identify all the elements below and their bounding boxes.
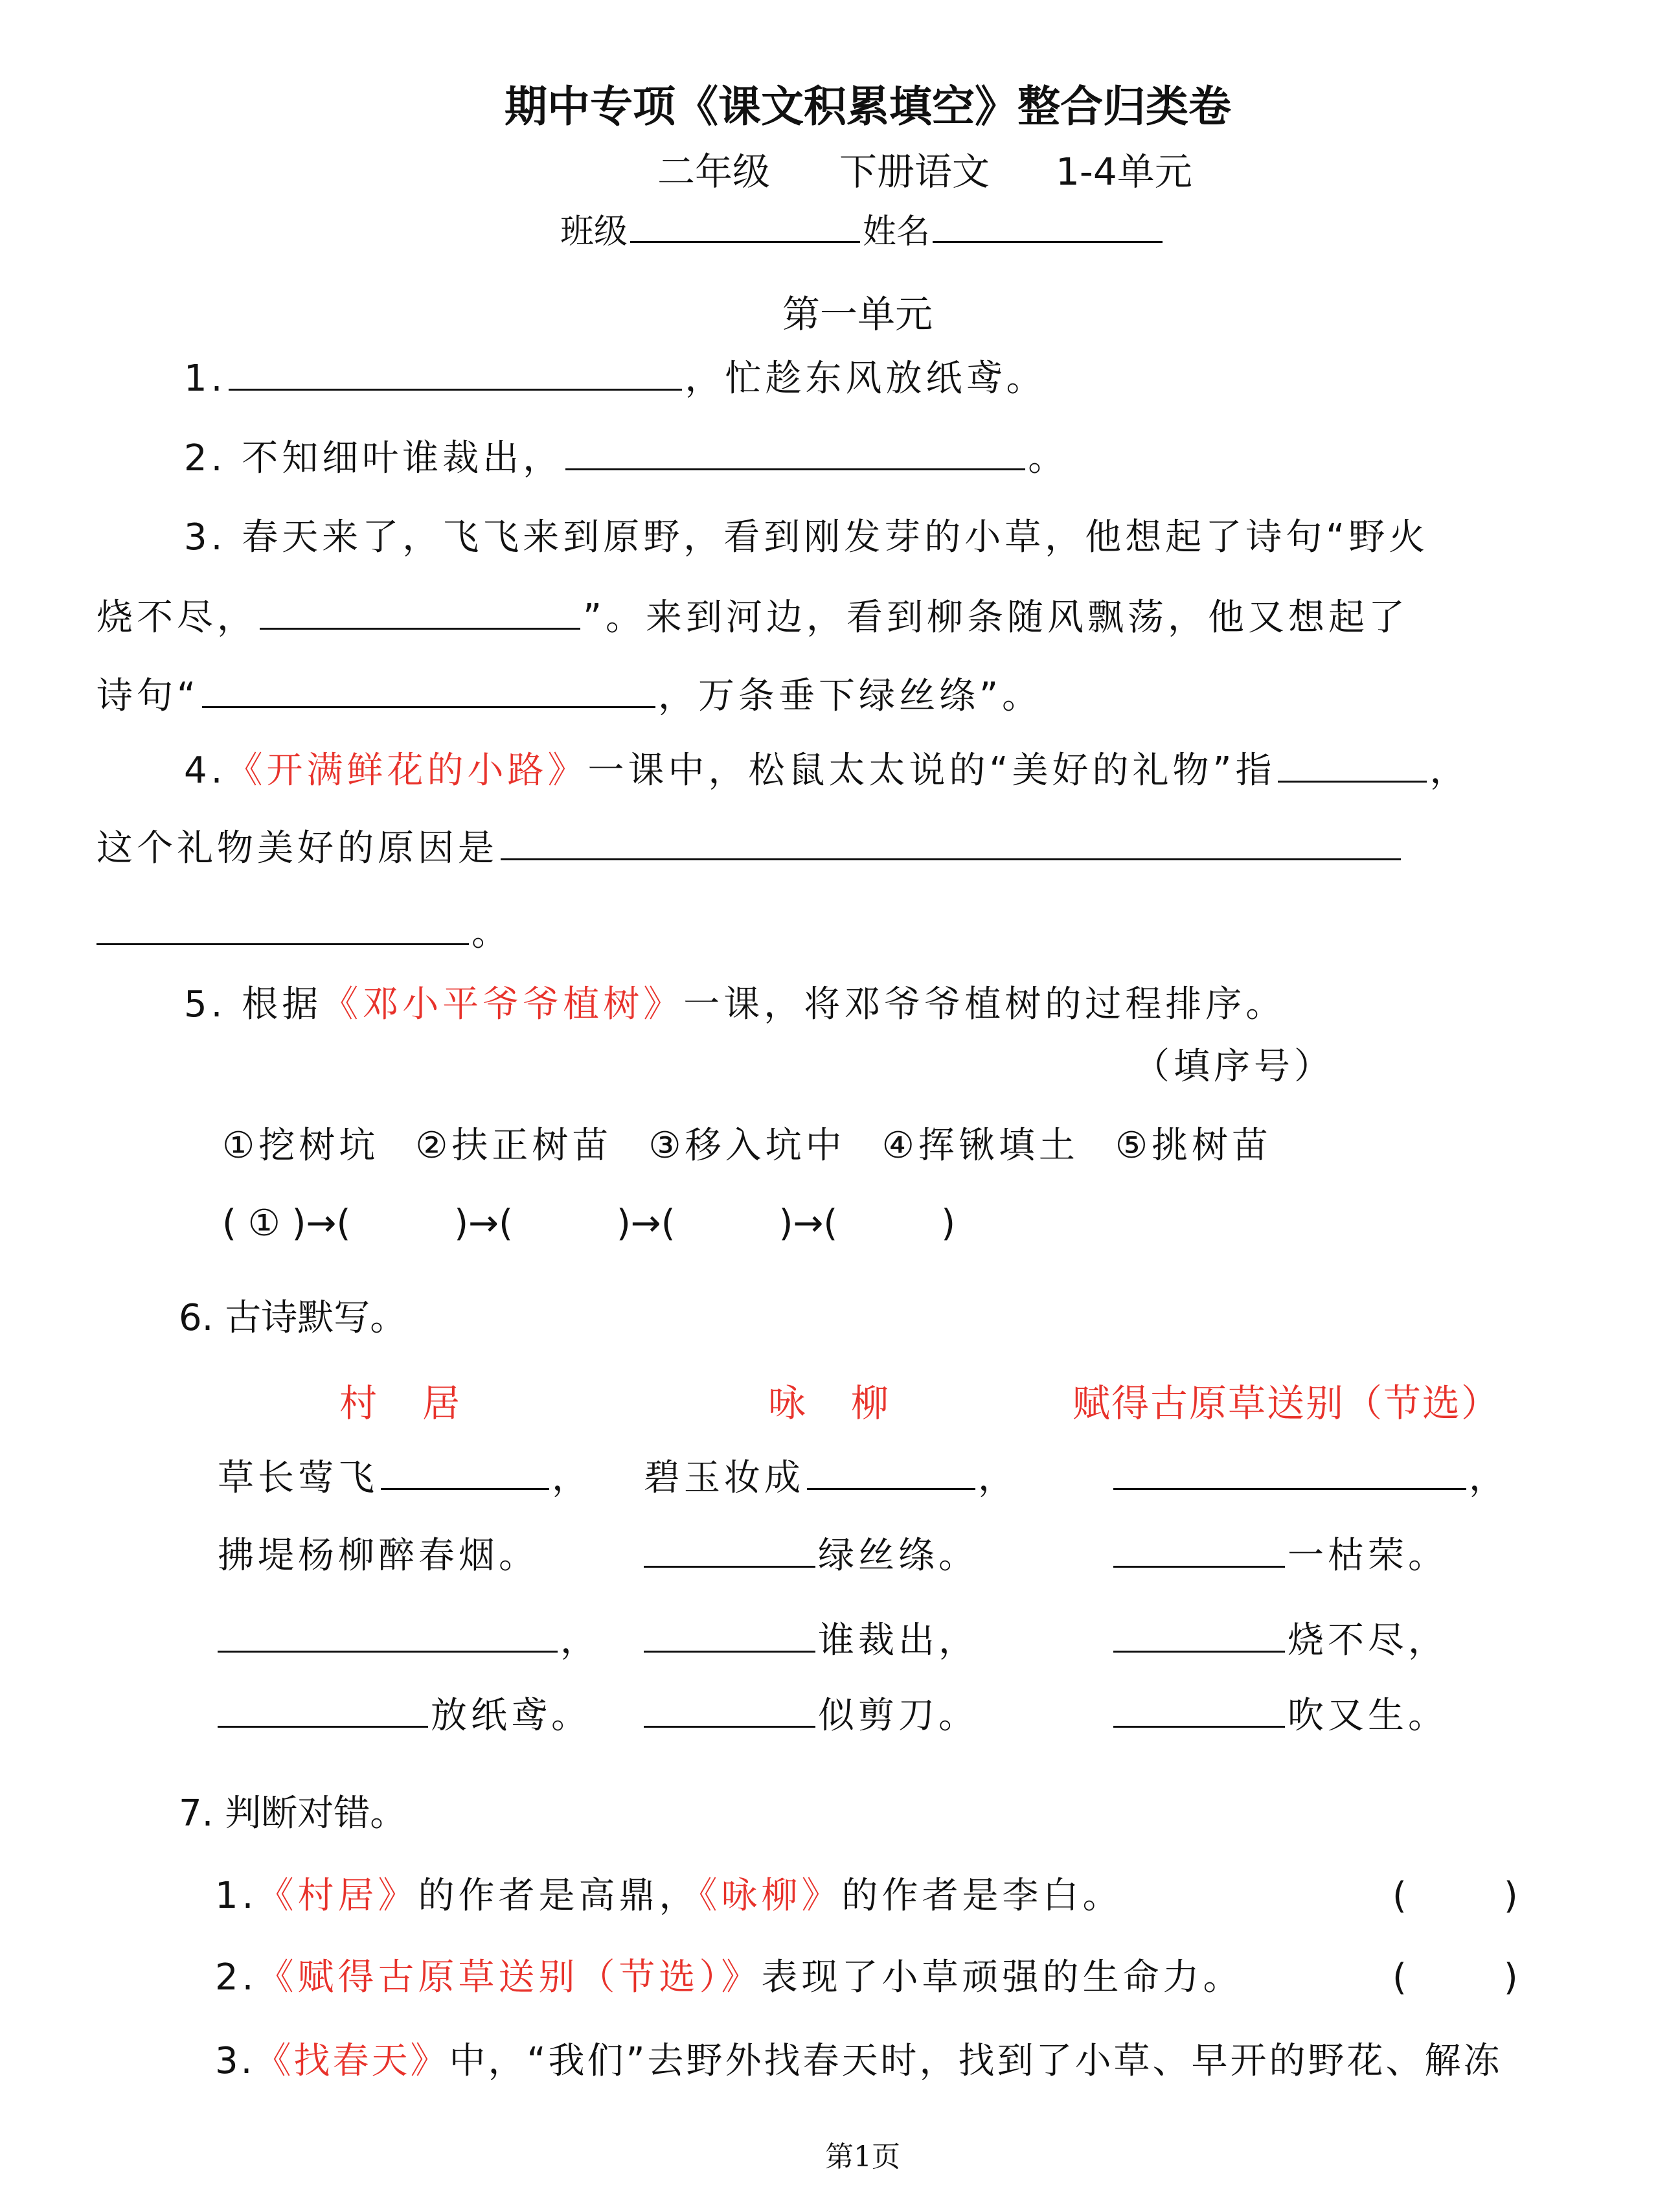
poem-blank[interactable] bbox=[1113, 1533, 1285, 1568]
q3-text-a: 烧不尽， bbox=[96, 597, 257, 639]
poem-row-3-col-1 bbox=[215, 1615, 600, 1667]
text-segment: 放纸鸢。 bbox=[431, 1695, 591, 1737]
question-4-line1 bbox=[184, 745, 1470, 797]
q5-text: 一课，将邓爷爷植树的过程排序。 bbox=[683, 983, 1286, 1025]
poem-row-2-col-3 bbox=[1111, 1530, 1448, 1582]
grade: 二年级 bbox=[657, 150, 771, 194]
poem-row-1-col-3 bbox=[1111, 1452, 1509, 1504]
judge-item-1 bbox=[215, 1870, 1122, 1922]
q4-blank-3[interactable] bbox=[96, 911, 469, 945]
q4-end: 。 bbox=[471, 912, 512, 954]
text-segment: ， bbox=[552, 1457, 592, 1499]
arrow: → bbox=[306, 1202, 337, 1244]
judge-answer-2[interactable]: ( ) bbox=[1392, 1956, 1518, 1999]
text-segment: 烧不尽， bbox=[1288, 1620, 1448, 1662]
class-name-row bbox=[560, 206, 1165, 258]
option-4: ④挥锹填土 bbox=[881, 1125, 1079, 1167]
text-segment: ， bbox=[978, 1457, 1018, 1499]
text-segment: 1. bbox=[215, 1875, 258, 1917]
q3-text-b: ”。来到河边，看到柳条随风飘荡，他又想起了 bbox=[583, 597, 1409, 639]
option-2: ②扶正树苗 bbox=[415, 1125, 613, 1167]
q1-number: 1. bbox=[184, 358, 227, 400]
text-segment: 草长莺飞 bbox=[218, 1457, 378, 1499]
page-title: 期中专项《课文积累填空》整合归类卷 bbox=[505, 82, 1231, 132]
text-segment: 的作者是高鼎， bbox=[418, 1875, 699, 1917]
q3-text-d: ，万条垂下绿丝绦”。 bbox=[658, 675, 1043, 717]
judge-item-3 bbox=[215, 2035, 1502, 2087]
text-segment: 《赋得古原草送别（节选）》 bbox=[257, 1956, 762, 1999]
poem-row-3-col-2 bbox=[641, 1615, 979, 1667]
poem-blank[interactable] bbox=[381, 1456, 549, 1490]
text-segment: 《找春天》 bbox=[255, 2040, 449, 2082]
q5-options bbox=[222, 1120, 1272, 1172]
poem-blank[interactable] bbox=[218, 1618, 558, 1653]
question-7-title: 7. 判断对错。 bbox=[179, 1793, 407, 1835]
text-segment: 似剪刀。 bbox=[818, 1695, 979, 1737]
option-3: ③移入坑中 bbox=[648, 1125, 846, 1167]
poem-title-cunju: 村 居 bbox=[339, 1381, 464, 1425]
poem-row-2-col-2 bbox=[641, 1530, 979, 1582]
unit-heading: 第一单元 bbox=[782, 292, 933, 336]
q3-text-c: 诗句“ bbox=[96, 675, 200, 717]
poem-blank[interactable] bbox=[1113, 1456, 1466, 1490]
q2-text: 2. 不知细叶谁裁出， bbox=[184, 437, 563, 479]
poem-row-4-col-1 bbox=[215, 1690, 591, 1742]
option-5: ⑤挑树苗 bbox=[1115, 1125, 1273, 1167]
q1-text: ，忙趁东风放纸鸢。 bbox=[685, 358, 1047, 400]
name-field[interactable] bbox=[933, 209, 1163, 243]
page-number: 第1页 bbox=[825, 2140, 900, 2173]
poem-blank[interactable] bbox=[1113, 1618, 1285, 1653]
q4-number: 4. bbox=[184, 750, 227, 792]
text-segment: 的作者是李白。 bbox=[841, 1875, 1123, 1917]
poem-row-1-col-2 bbox=[644, 1452, 1018, 1504]
poem-row-2-col-1: 拂堤杨柳醉春烟。 bbox=[218, 1535, 539, 1577]
text-segment: 3. bbox=[215, 2040, 255, 2082]
judge-answer-1[interactable]: ( ) bbox=[1392, 1875, 1518, 1917]
q4-blank-2[interactable] bbox=[501, 826, 1401, 860]
text-segment: ， bbox=[560, 1620, 600, 1662]
text-segment: 表现了小草顽强的生命力。 bbox=[761, 1956, 1243, 1999]
poem-blank[interactable] bbox=[644, 1693, 815, 1728]
question-4-line3 bbox=[96, 908, 512, 959]
poem-row-3-col-3 bbox=[1111, 1615, 1448, 1667]
text-segment: 碧玉妆成 bbox=[644, 1457, 804, 1499]
poem-title-yongliu: 咏 柳 bbox=[768, 1381, 893, 1425]
question-6-title: 6. 古诗默写。 bbox=[179, 1297, 407, 1339]
arrow: → bbox=[630, 1202, 661, 1244]
question-2 bbox=[184, 433, 1068, 485]
q4-comma: ， bbox=[1429, 750, 1470, 792]
sequence-slot-1[interactable]: ① bbox=[247, 1202, 280, 1244]
q5-lesson-title: 《邓小平爷爷植树》 bbox=[322, 983, 684, 1025]
poem-row-4-col-2 bbox=[641, 1690, 979, 1742]
text-segment: 一枯荣。 bbox=[1288, 1535, 1448, 1577]
q5-hint: （填序号） bbox=[1133, 1046, 1334, 1088]
q3-blank-2[interactable] bbox=[202, 674, 655, 708]
text-segment: 中，“我们”去野外找春天时，找到了小草、早开的野花、解冻 bbox=[449, 2040, 1503, 2082]
text-segment: 《咏柳》 bbox=[699, 1875, 842, 1917]
q2-blank[interactable] bbox=[565, 436, 1025, 470]
q3-blank-1[interactable] bbox=[260, 595, 580, 630]
question-3-line1: 3. 春天来了，飞飞来到原野，看到刚发芽的小草，他想起了诗句“野火 bbox=[184, 516, 1429, 558]
q4-lesson-title: 《开满鲜花的小路》 bbox=[226, 750, 588, 792]
text-segment: ， bbox=[1469, 1457, 1509, 1499]
q4-text: 一课中，松鼠太太说的“美好的礼物”指 bbox=[587, 750, 1276, 792]
poem-blank[interactable] bbox=[644, 1618, 815, 1653]
question-5 bbox=[184, 979, 1286, 1031]
name-label: 姓名 bbox=[863, 212, 931, 251]
text-segment: 2. bbox=[215, 1956, 258, 1999]
text-segment: 《村居》 bbox=[257, 1875, 418, 1917]
option-1: ①挖树坑 bbox=[222, 1125, 380, 1167]
text-segment: 吹又生。 bbox=[1288, 1695, 1448, 1737]
poem-row-1-col-1 bbox=[218, 1452, 592, 1504]
q1-blank[interactable] bbox=[229, 356, 682, 391]
q4-blank-1[interactable] bbox=[1278, 748, 1427, 783]
poem-blank[interactable] bbox=[218, 1693, 428, 1728]
poem-row-4-col-3 bbox=[1111, 1690, 1448, 1742]
question-1 bbox=[184, 353, 1046, 405]
question-4-line2 bbox=[96, 823, 1403, 875]
q5-sequence: ( ① )→( )→( )→( )→( ) bbox=[222, 1202, 956, 1244]
q5-number: 5. 根据 bbox=[184, 983, 323, 1025]
class-field[interactable] bbox=[630, 209, 860, 243]
class-label: 班级 bbox=[560, 212, 628, 251]
arrow: → bbox=[468, 1202, 499, 1244]
text-segment: 谁裁出， bbox=[818, 1620, 979, 1662]
units: 1-4单元 bbox=[1056, 150, 1192, 194]
question-3-line2 bbox=[96, 592, 1409, 644]
question-3-line3 bbox=[96, 670, 1042, 722]
q2-end: 。 bbox=[1028, 437, 1069, 479]
book: 下册语文 bbox=[839, 150, 990, 194]
poem-blank[interactable] bbox=[644, 1533, 815, 1568]
text-segment: 绿丝绦。 bbox=[818, 1535, 979, 1577]
arrow: → bbox=[793, 1202, 824, 1244]
poem-blank[interactable] bbox=[1113, 1693, 1285, 1728]
poem-title-fude: 赋得古原草送别（节选） bbox=[1073, 1381, 1501, 1425]
poem-blank[interactable] bbox=[807, 1456, 975, 1490]
judge-item-2 bbox=[215, 1952, 1243, 2004]
q4-text-2: 这个礼物美好的原因是 bbox=[96, 827, 498, 869]
